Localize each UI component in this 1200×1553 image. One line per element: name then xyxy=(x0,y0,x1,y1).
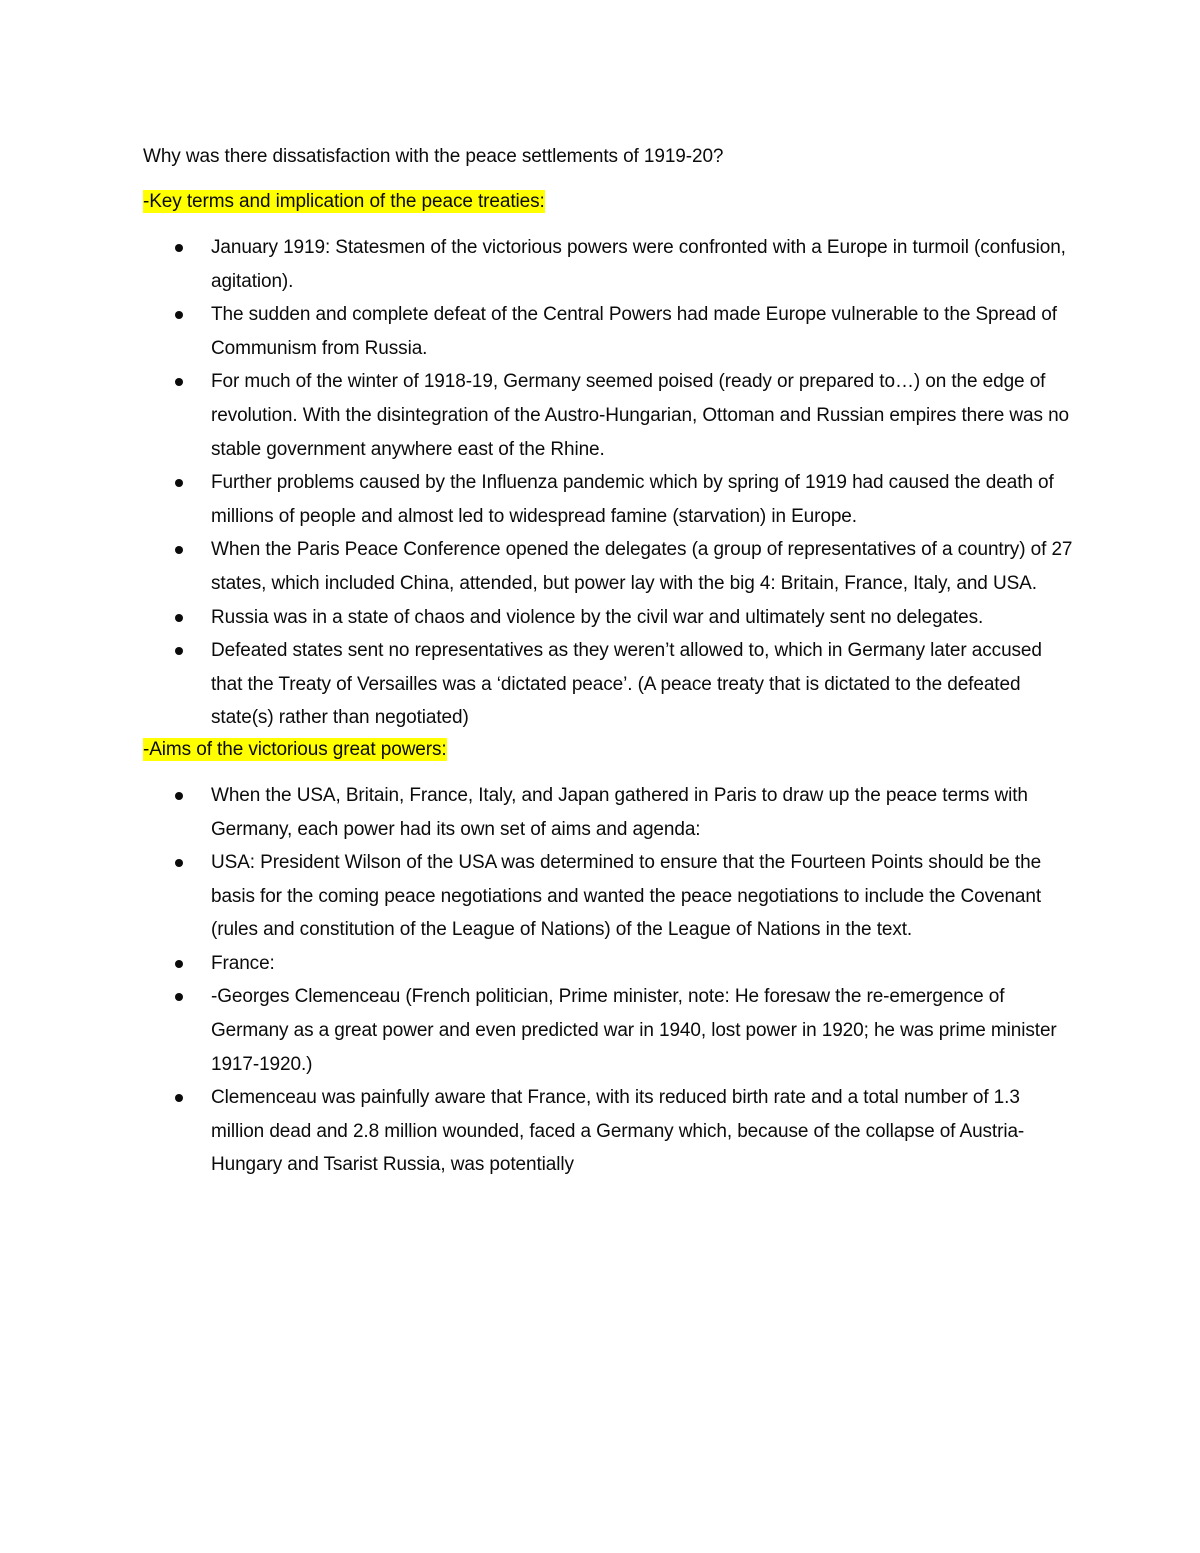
list-item xyxy=(143,466,1073,533)
bullet-icon xyxy=(175,244,183,252)
document-body xyxy=(143,140,1073,1182)
list-item xyxy=(143,365,1073,466)
bullet-icon xyxy=(175,378,183,386)
highlighted-heading-text: -Key terms and implication of the peace treaties: xyxy=(143,191,545,212)
section-heading-aims xyxy=(143,735,1073,765)
bullet-icon xyxy=(175,479,183,487)
list-item xyxy=(143,231,1073,298)
section-heading-key-terms xyxy=(143,187,1073,217)
list-item-text: Clemenceau was painfully aware that France, with its reduced birth rate and a total number of 1.3 million dead and 2.8 million wounded, faced a Germany which, because of the collapse of Austria-Hungary and Tsarist Russia, was potentially xyxy=(211,1087,1025,1176)
bullet-icon xyxy=(175,614,183,622)
list-item-text: Defeated states sent no representatives as they weren’t allowed to, which in Germany later accused that the Treaty of Versailles was a ‘dictated peace’. (A peace treaty that is dictated to the defeated state(s) rather than negotiated) xyxy=(211,640,1042,729)
list-item-text: The sudden and complete defeat of the Central Powers had made Europe vulnerable to the Spread of Communism from Russia. xyxy=(211,304,1057,359)
list-item xyxy=(143,1081,1073,1182)
list-item-text: January 1919: Statesmen of the victorious powers were confronted with a Europe in turmoil (confusion, agitation). xyxy=(211,237,1066,292)
highlighted-heading-text: -Aims of the victorious great powers: xyxy=(143,738,447,760)
bullet-icon xyxy=(175,311,183,319)
list-item xyxy=(143,634,1073,735)
list-item-text: Russia was in a state of chaos and violence by the civil war and ultimately sent no delegates. xyxy=(211,606,984,628)
list-item xyxy=(143,846,1073,947)
list-item-text: Further problems caused by the Influenza pandemic which by spring of 1919 had caused the death of millions of people and almost led to widespread famine (starvation) in Europe. xyxy=(211,472,1054,527)
bullet-icon xyxy=(175,546,183,554)
list-item xyxy=(143,533,1073,600)
bullet-list-aims xyxy=(143,779,1073,1182)
bullet-icon xyxy=(175,792,183,800)
list-item-text: France: xyxy=(211,952,275,974)
bullet-icon xyxy=(175,859,183,867)
bullet-icon xyxy=(175,993,183,1001)
bullet-icon xyxy=(175,960,183,968)
list-item xyxy=(143,980,1073,1081)
bullet-icon xyxy=(175,647,183,655)
bullet-icon xyxy=(175,1094,183,1102)
list-item-text: -Georges Clemenceau (French politician, Prime minister, note: He foresaw the re-emergence of Germany as a great power and even predicted war in 1940, lost power in 1920; he was prime minister 1917-1920.) xyxy=(211,986,1057,1075)
list-item-text: USA: President Wilson of the USA was determined to ensure that the Fourteen Points should be the basis for the coming peace negotiations and wanted the peace negotiations to include the Covenant (rules and constitution of the League of Nations) of the League of Nations in the text. xyxy=(211,852,1042,941)
bullet-list-key-terms xyxy=(143,231,1073,735)
list-item-text: When the USA, Britain, France, Italy, and Japan gathered in Paris to draw up the peace terms with Germany, each power had its own set of aims and agenda: xyxy=(211,784,1028,840)
document-title: Why was there dissatisfaction with the peace settlements of 1919-20? xyxy=(143,146,724,167)
list-item xyxy=(143,779,1073,846)
list-item xyxy=(143,298,1073,365)
list-item-text: For much of the winter of 1918-19, Germany seemed poised (ready or prepared to…) on the edge of revolution. With the disintegration of the Austro-Hungarian, Ottoman and Russian empires there was no stable government anywhere east of the Rhine. xyxy=(211,371,1070,460)
list-item-text: When the Paris Peace Conference opened the delegates (a group of representatives of a country) of 27 states, which included China, attended, but power lay with the big 4: Britain, France, Italy, and USA. xyxy=(211,539,1073,594)
list-item xyxy=(143,947,1073,981)
list-item xyxy=(143,601,1073,635)
